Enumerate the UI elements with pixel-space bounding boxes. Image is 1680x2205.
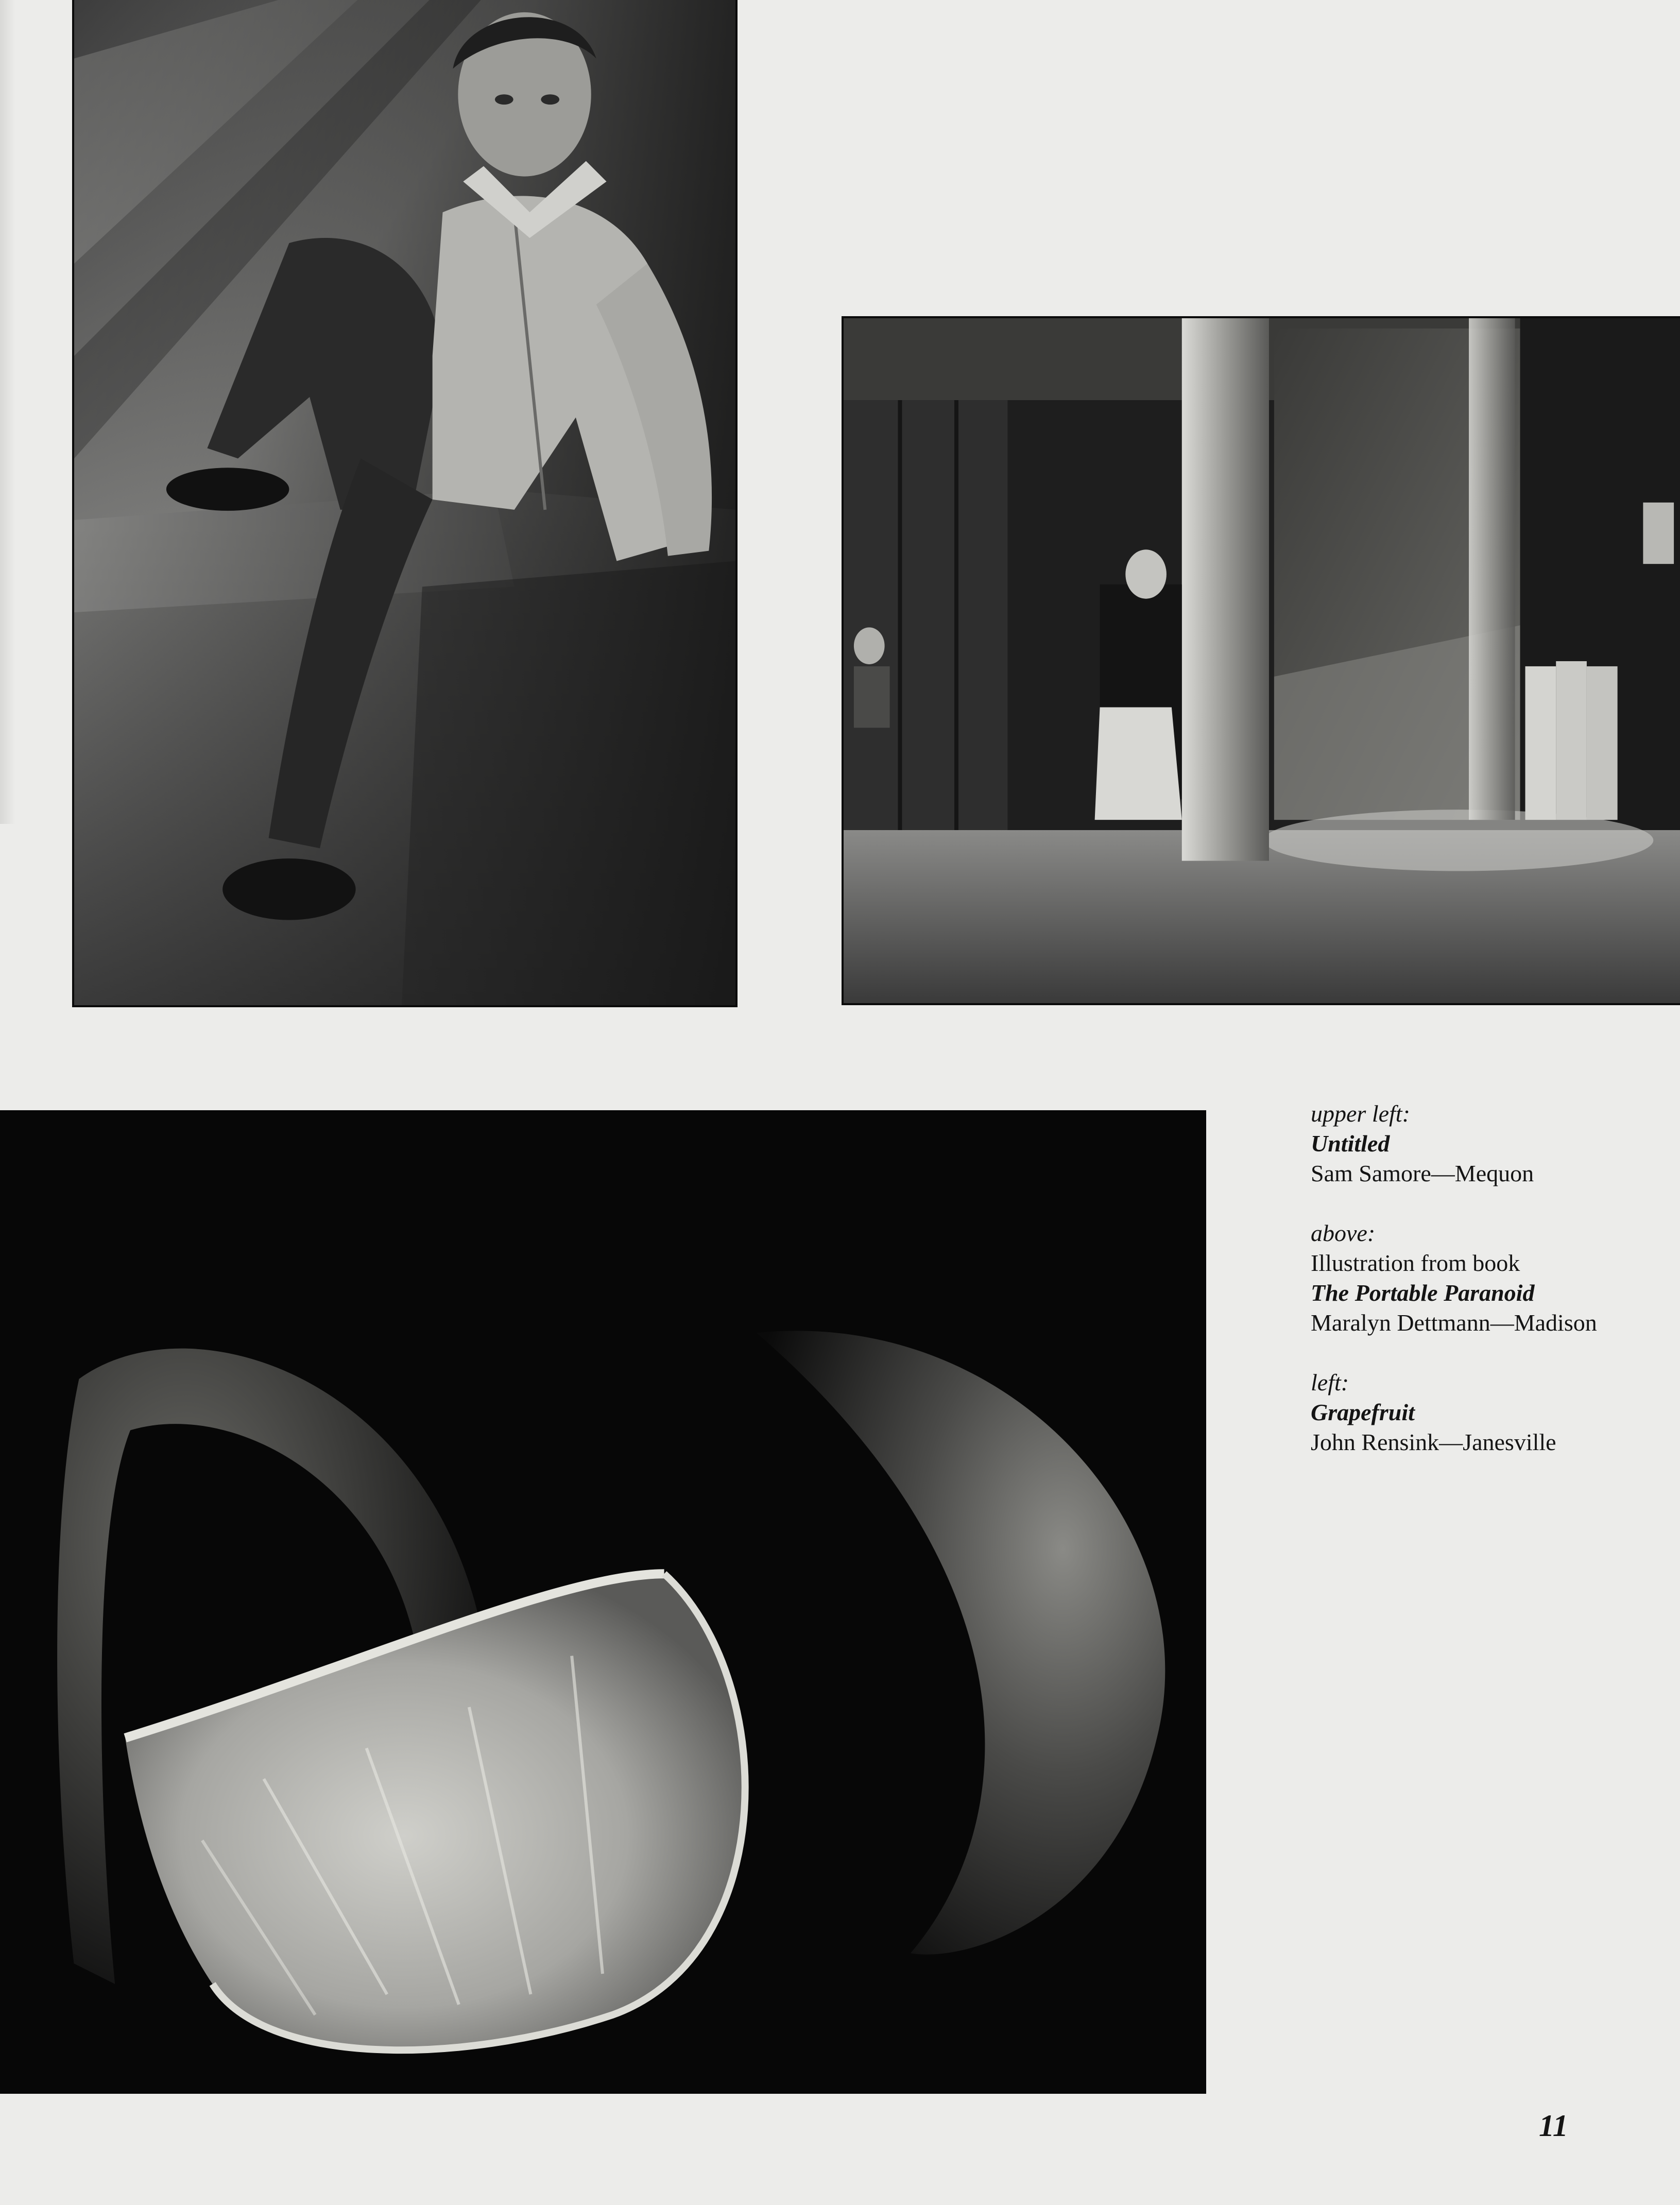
- caption-credit: John Rensink—Janesville: [1311, 1429, 1556, 1455]
- caption-position: left:: [1311, 1369, 1349, 1396]
- photo-captions: [1311, 1099, 1671, 1487]
- page-gutter-shade: [0, 0, 15, 824]
- caption-subtitle: Illustration from book: [1311, 1250, 1520, 1276]
- photo-grapefruit-image: [0, 1112, 1204, 2092]
- caption-credit: Maralyn Dettmann—Madison: [1311, 1310, 1597, 1336]
- photo-building-image: [844, 318, 1680, 1003]
- photo-boy-image: [74, 0, 735, 1005]
- caption-title: Untitled: [1311, 1130, 1390, 1157]
- photo-portable-paranoid-illustration: [842, 316, 1680, 1005]
- caption-grapefruit: [1311, 1368, 1671, 1457]
- caption-position: above:: [1311, 1220, 1376, 1246]
- caption-position: upper left:: [1311, 1100, 1410, 1127]
- caption-credit: Sam Samore—Mequon: [1311, 1160, 1534, 1186]
- caption-untitled: [1311, 1099, 1671, 1188]
- page-number: 11: [1539, 2109, 1568, 2143]
- caption-portable-paranoid: [1311, 1218, 1671, 1338]
- photo-boy-on-ledge: [72, 0, 738, 1007]
- photo-grapefruit: [0, 1110, 1206, 2094]
- caption-title: The Portable Paranoid: [1311, 1280, 1535, 1306]
- caption-title: Grapefruit: [1311, 1399, 1415, 1425]
